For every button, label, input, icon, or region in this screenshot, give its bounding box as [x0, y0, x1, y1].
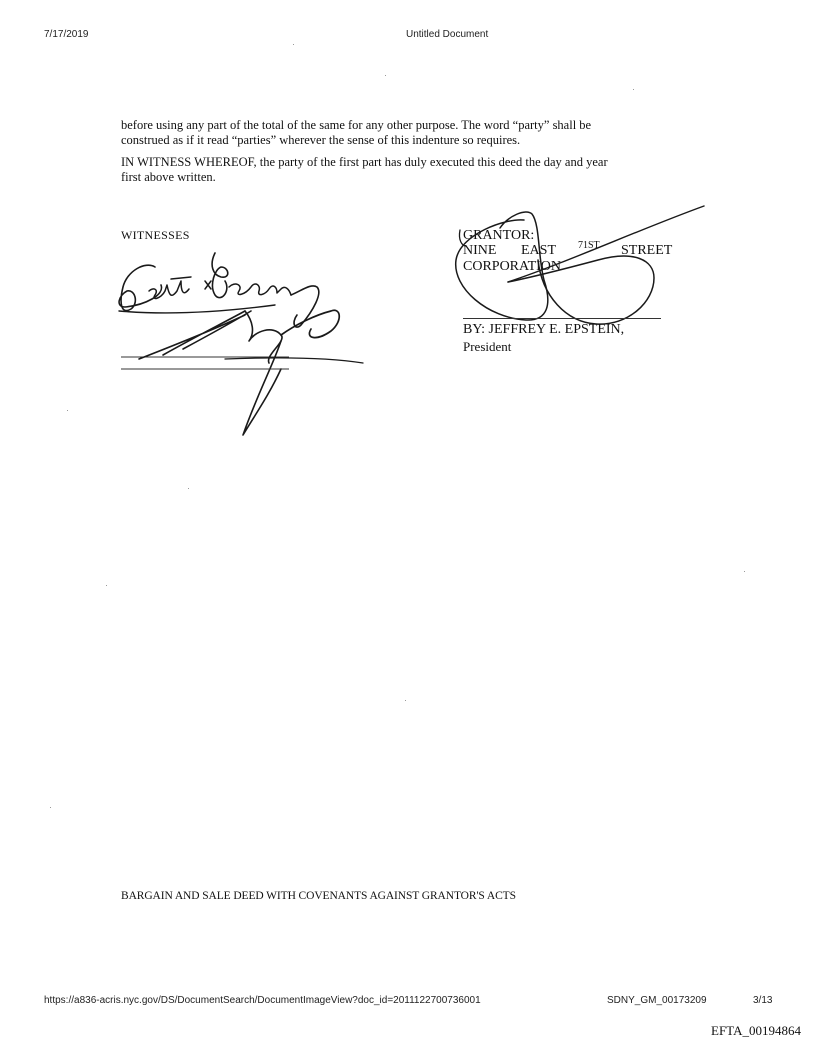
witness-signature-1: [119, 253, 319, 327]
scan-speck: [67, 410, 68, 411]
scan-speck: [405, 700, 406, 701]
scan-speck: [385, 75, 386, 76]
grantor-signature-line: [463, 318, 661, 319]
grantor-name-word-3: 71ST: [578, 240, 600, 251]
print-url: https://a836-acris.nyc.gov/DS/DocumentSearch/DocumentImageView?doc_id=2011122700736001: [44, 995, 481, 1006]
grantor-name-word-2: EAST: [521, 243, 556, 258]
grantor-by-line: BY: JEFFREY E. EPSTEIN,: [463, 322, 625, 337]
grantor-label: GRANTOR:: [463, 228, 535, 243]
grantor-name-word-1: NINE: [463, 243, 497, 258]
page-number: 3/13: [753, 995, 773, 1006]
scan-speck: [188, 488, 189, 489]
scan-speck: [633, 89, 634, 90]
grantor-name-word-4: STREET: [621, 243, 673, 258]
witnesses-label: WITNESSES: [121, 228, 190, 242]
body-paragraphs: [121, 118, 681, 185]
paragraph-2-line-2: first above written.: [121, 170, 216, 184]
scan-speck: [293, 44, 294, 45]
grantor-name-line-2: CORPORATION: [463, 259, 562, 274]
print-title: Untitled Document: [406, 29, 489, 40]
witness-signature-2: [139, 310, 363, 435]
grantor-title: President: [463, 339, 512, 354]
scan-speck: [744, 571, 745, 572]
scan-speck: [106, 585, 107, 586]
bates-number: SDNY_GM_00173209: [607, 995, 707, 1006]
paragraph-2-line-1: IN WITNESS WHEREOF, the party of the first part has duly executed this deed the day and year: [121, 155, 608, 169]
witness-signatures: [105, 245, 375, 450]
paragraph-1-line-1: before using any part of the total of the same for any other purpose. The word “party” shall be: [121, 118, 592, 132]
paragraph-1-line-2: construed as if it read “parties” wherever the sense of this indenture so requires.: [121, 133, 521, 147]
efta-id: EFTA_00194864: [711, 1023, 801, 1038]
scan-speck: [50, 807, 51, 808]
print-date: 7/17/2019: [44, 29, 89, 40]
deed-title: BARGAIN AND SALE DEED WITH COVENANTS AGAINST GRANTOR'S ACTS: [121, 890, 516, 902]
